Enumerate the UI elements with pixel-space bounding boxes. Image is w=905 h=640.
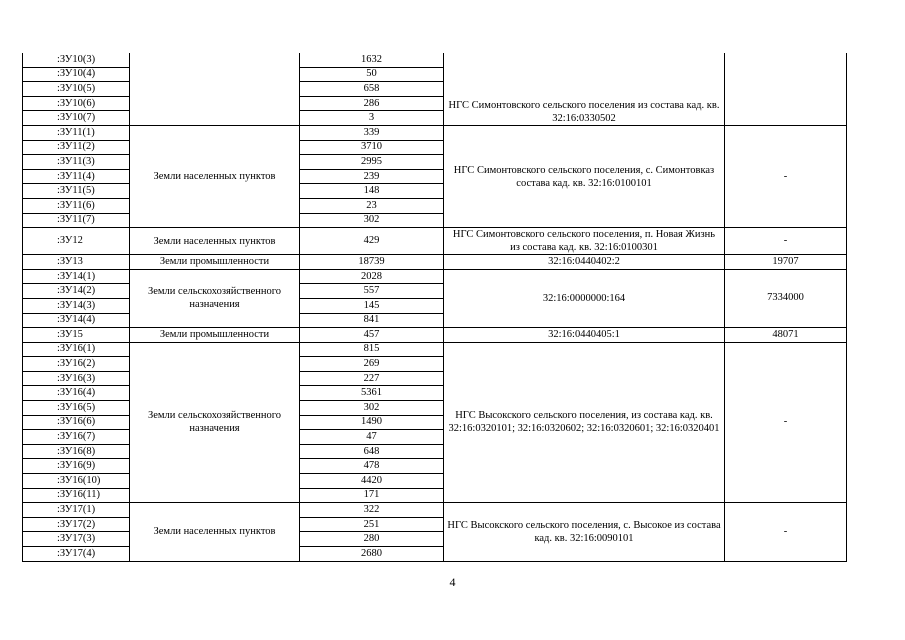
land-category-cell <box>130 53 300 125</box>
plot-number-cell: :ЗУ17(1) <box>23 503 130 518</box>
plot-number-cell: :ЗУ11(1) <box>23 125 130 140</box>
land-category-cell: Земли сельскохозяйственного назначения <box>130 269 300 327</box>
plot-area-cell: 148 <box>300 184 444 199</box>
location-cell: НГС Высокского сельского поселения, с. Высокое из состава кад. кв. 32:16:0090101 <box>444 503 725 561</box>
plot-number-cell: :ЗУ13 <box>23 255 130 270</box>
plot-area-cell: 3 <box>300 111 444 126</box>
plot-area-cell: 145 <box>300 298 444 313</box>
plot-area-cell: 648 <box>300 444 444 459</box>
plot-number-cell: :ЗУ15 <box>23 328 130 343</box>
plot-area-cell: 841 <box>300 313 444 328</box>
land-category-cell: Земли населенных пунктов <box>130 228 300 255</box>
plot-area-cell: 18739 <box>300 255 444 270</box>
plot-number-cell: :ЗУ12 <box>23 228 130 255</box>
plot-number-cell: :ЗУ10(5) <box>23 82 130 97</box>
page-number: 4 <box>449 575 456 589</box>
plot-area-cell: 339 <box>300 125 444 140</box>
plot-number-cell: :ЗУ16(1) <box>23 342 130 357</box>
plot-area-cell: 429 <box>300 228 444 255</box>
plot-area-cell: 2995 <box>300 155 444 170</box>
location-cell: НГС Высокского сельского поселения, из состава кад. кв. 32:16:0320101; 32:16:0320602; 32:16:0320601; 32:16:0320401 <box>444 342 725 503</box>
cadastral-area-cell: - <box>725 228 847 255</box>
plot-area-cell: 1490 <box>300 415 444 430</box>
plot-number-cell: :ЗУ16(3) <box>23 371 130 386</box>
cadastral-area-cell: 7334000 <box>725 269 847 327</box>
plot-number-cell: :ЗУ16(8) <box>23 444 130 459</box>
plot-number-cell: :ЗУ16(9) <box>23 459 130 474</box>
plot-area-cell: 302 <box>300 401 444 416</box>
plot-number-cell: :ЗУ10(3) <box>23 53 130 67</box>
plot-number-cell: :ЗУ11(6) <box>23 198 130 213</box>
location-cell: 32:16:0440405:1 <box>444 328 725 343</box>
plot-area-cell: 23 <box>300 198 444 213</box>
plot-area-cell: 251 <box>300 517 444 532</box>
plot-number-cell: :ЗУ17(2) <box>23 517 130 532</box>
plot-number-cell: :ЗУ16(10) <box>23 474 130 489</box>
table-row <box>23 53 847 67</box>
plot-area-cell: 47 <box>300 430 444 445</box>
table-row <box>23 503 847 518</box>
plot-area-cell: 286 <box>300 96 444 111</box>
plot-number-cell: :ЗУ11(3) <box>23 155 130 170</box>
plot-number-cell: :ЗУ14(3) <box>23 298 130 313</box>
land-category-cell: Земли промышленности <box>130 328 300 343</box>
plot-area-cell: 302 <box>300 213 444 228</box>
plot-area-cell: 2680 <box>300 547 444 562</box>
plot-number-cell: :ЗУ11(5) <box>23 184 130 199</box>
table-row <box>23 228 847 255</box>
plot-number-cell: :ЗУ17(4) <box>23 547 130 562</box>
table-row <box>23 255 847 270</box>
land-category-cell: Земли населенных пунктов <box>130 503 300 561</box>
plot-number-cell: :ЗУ16(2) <box>23 357 130 372</box>
plot-area-cell: 2028 <box>300 269 444 284</box>
plot-number-cell: :ЗУ14(2) <box>23 284 130 299</box>
plot-area-cell: 322 <box>300 503 444 518</box>
plot-number-cell: :ЗУ17(3) <box>23 532 130 547</box>
location-cell: НГС Симонтовского сельского поселения, п. Новая Жизнь из состава кад. кв. 32:16:0100301 <box>444 228 725 255</box>
plot-area-cell: 50 <box>300 67 444 82</box>
cadastral-area-cell: 19707 <box>725 255 847 270</box>
cadastral-area-cell <box>725 53 847 125</box>
plot-number-cell: :ЗУ16(5) <box>23 401 130 416</box>
plot-number-cell: :ЗУ14(4) <box>23 313 130 328</box>
plot-number-cell: :ЗУ16(4) <box>23 386 130 401</box>
plot-area-cell: 280 <box>300 532 444 547</box>
land-category-cell: Земли населенных пунктов <box>130 125 300 227</box>
plot-area-cell: 269 <box>300 357 444 372</box>
table-row <box>23 125 847 140</box>
land-plots-table-body <box>23 53 847 561</box>
cadastral-area-cell: - <box>725 125 847 227</box>
plot-number-cell: :ЗУ11(4) <box>23 169 130 184</box>
plot-area-cell: 4420 <box>300 474 444 489</box>
cadastral-area-cell: - <box>725 342 847 503</box>
plot-area-cell: 239 <box>300 169 444 184</box>
plot-number-cell: :ЗУ16(11) <box>23 488 130 503</box>
plot-number-cell: :ЗУ16(6) <box>23 415 130 430</box>
plot-area-cell: 5361 <box>300 386 444 401</box>
plot-area-cell: 815 <box>300 342 444 357</box>
plot-number-cell: :ЗУ10(6) <box>23 96 130 111</box>
plot-area-cell: 478 <box>300 459 444 474</box>
cadastral-area-cell: - <box>725 503 847 561</box>
location-cell: НГС Симонтовского сельского поселения из состава кад. кв. 32:16:0330502 <box>444 53 725 125</box>
plot-number-cell: :ЗУ10(4) <box>23 67 130 82</box>
plot-area-cell: 658 <box>300 82 444 97</box>
cadastral-area-cell: 48071 <box>725 328 847 343</box>
location-cell: 32:16:0440402:2 <box>444 255 725 270</box>
plot-number-cell: :ЗУ16(7) <box>23 430 130 445</box>
plot-number-cell: :ЗУ14(1) <box>23 269 130 284</box>
plot-number-cell: :ЗУ11(2) <box>23 140 130 155</box>
land-category-cell: Земли сельскохозяйственного назначения <box>130 342 300 503</box>
plot-area-cell: 557 <box>300 284 444 299</box>
location-cell: НГС Симонтовского сельского поселения, с. Симонтовказ состава кад. кв. 32:16:0100101 <box>444 125 725 227</box>
table-row <box>23 342 847 357</box>
plot-area-cell: 227 <box>300 371 444 386</box>
plot-number-cell: :ЗУ10(7) <box>23 111 130 126</box>
plot-area-cell: 457 <box>300 328 444 343</box>
table-row <box>23 269 847 284</box>
location-cell: 32:16:0000000:164 <box>444 269 725 327</box>
plot-number-cell: :ЗУ11(7) <box>23 213 130 228</box>
plot-area-cell: 1632 <box>300 53 444 67</box>
plot-area-cell: 3710 <box>300 140 444 155</box>
plot-area-cell: 171 <box>300 488 444 503</box>
land-category-cell: Земли промышленности <box>130 255 300 270</box>
land-plots-table <box>22 53 847 562</box>
table-row <box>23 328 847 343</box>
